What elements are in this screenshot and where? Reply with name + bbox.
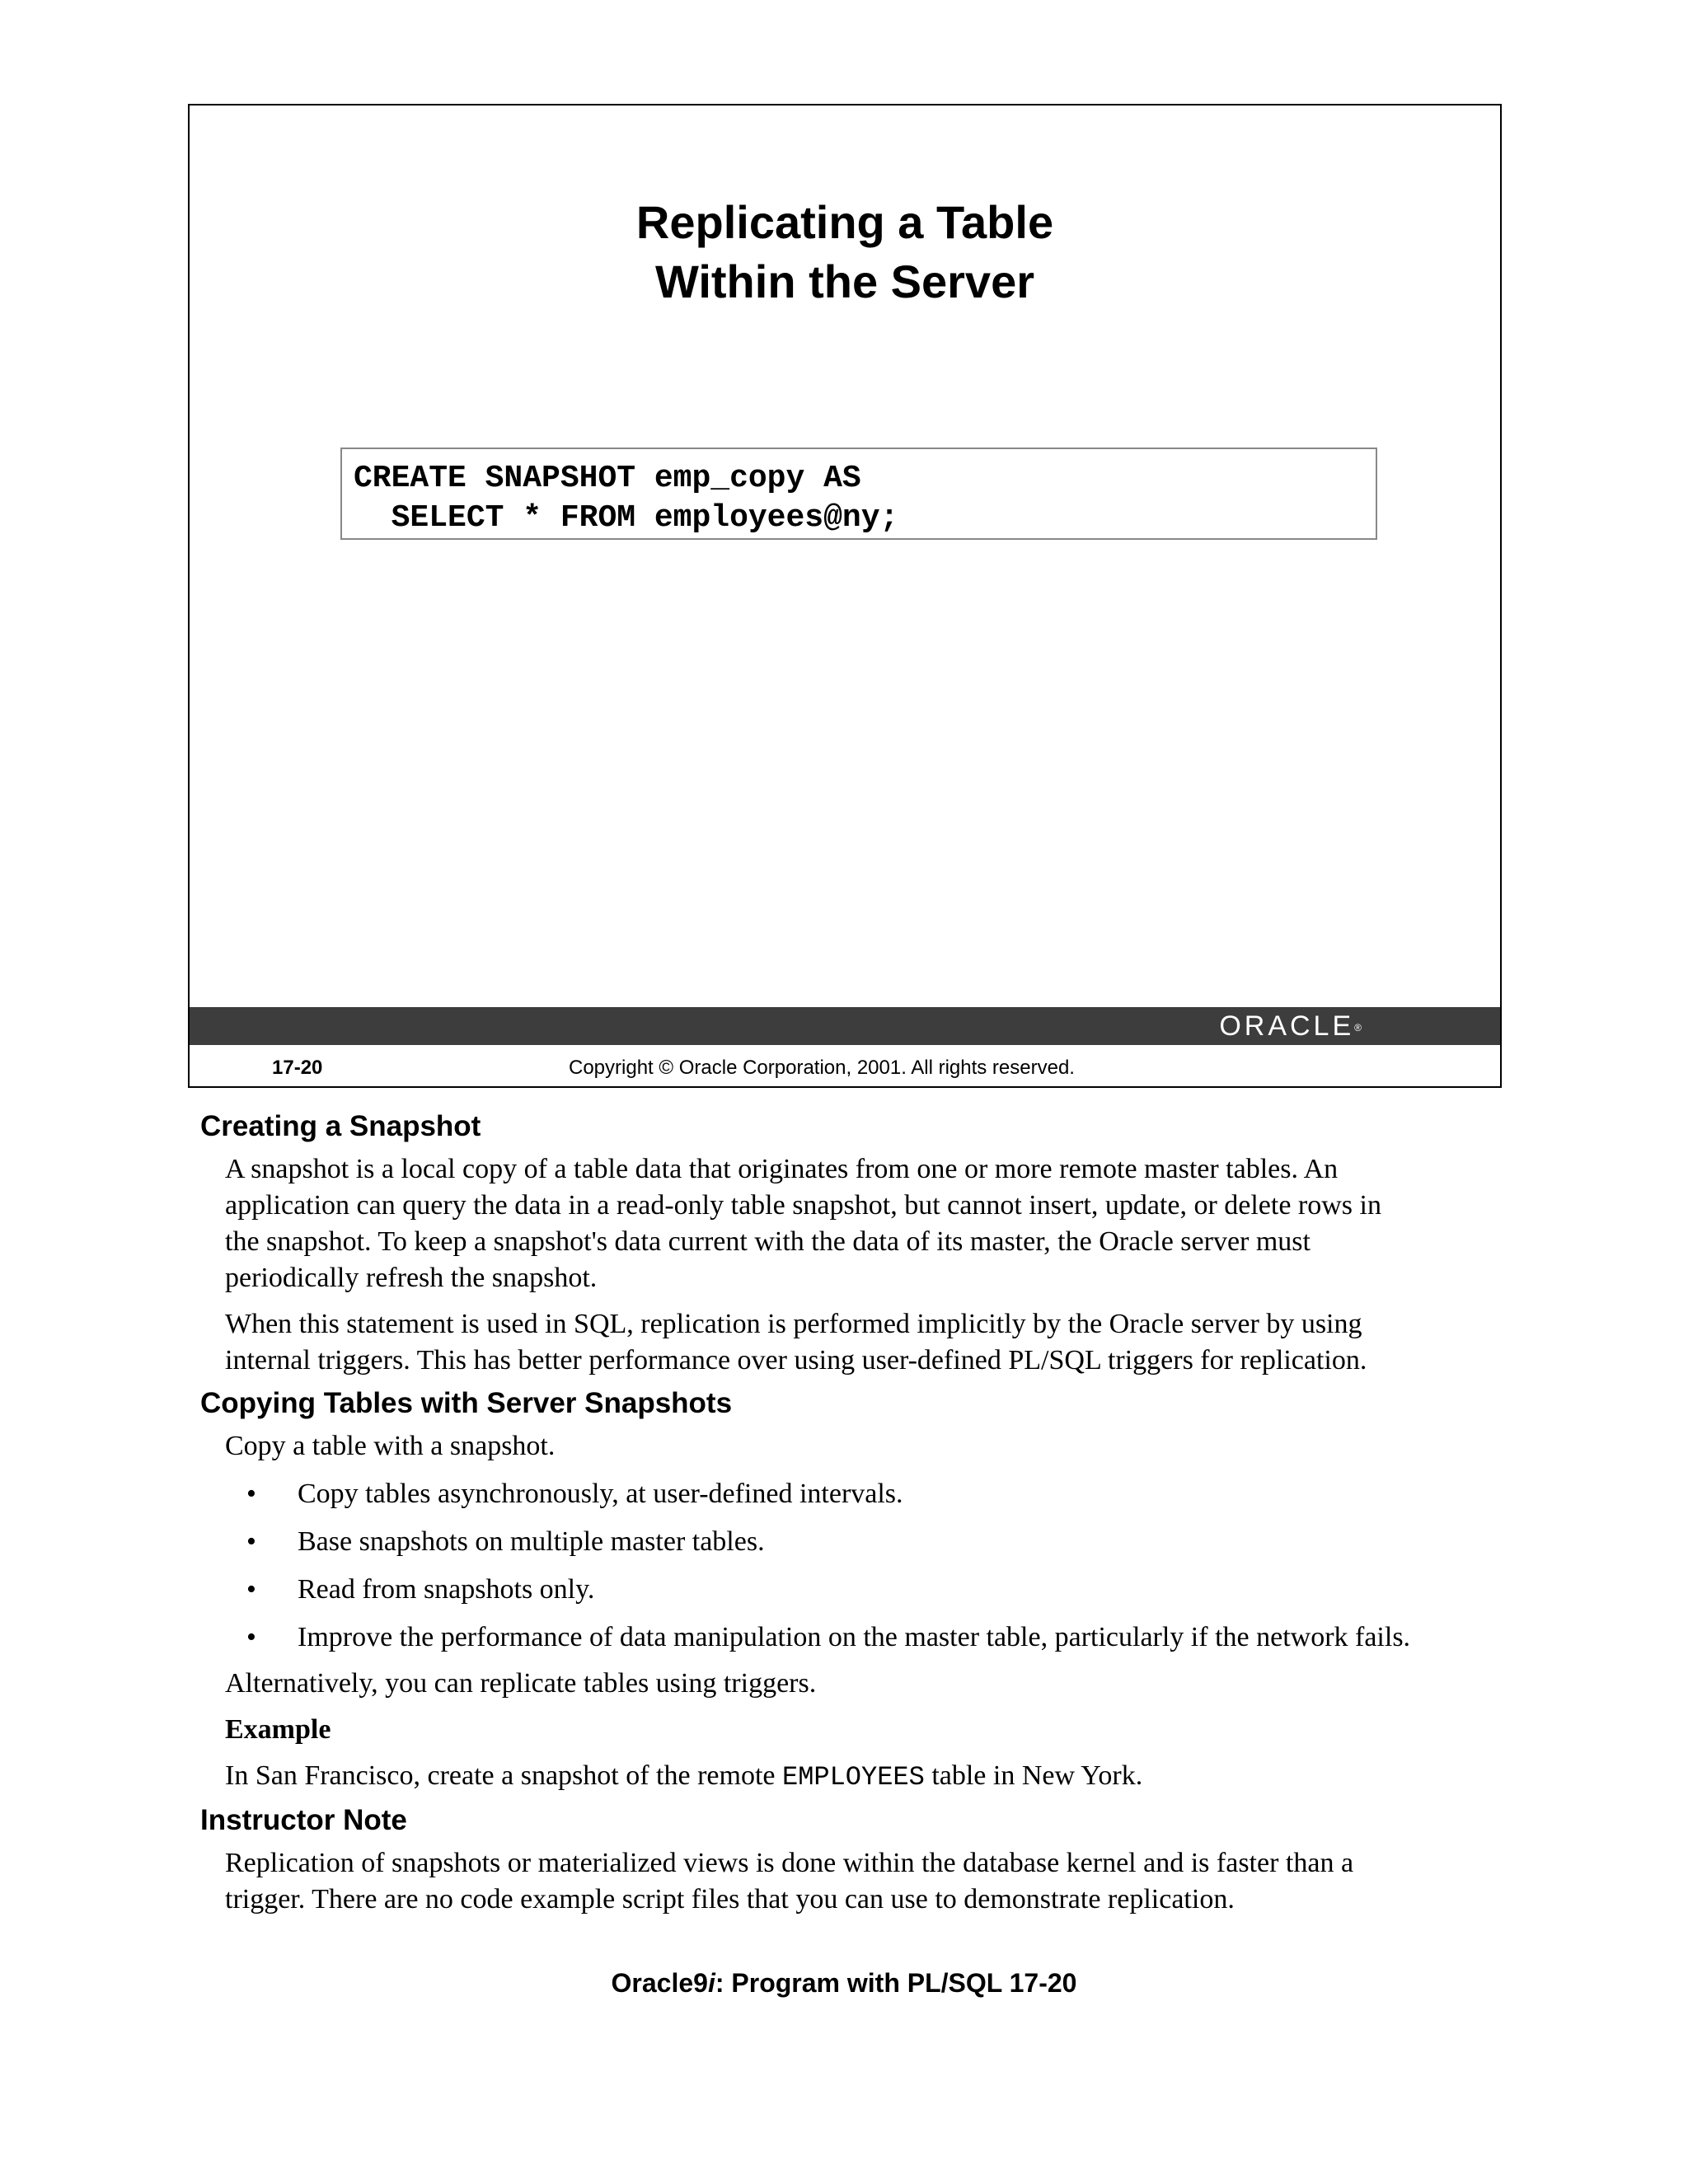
intro-text: Copy a table with a snapshot. xyxy=(225,1431,556,1461)
bullet-icon: • xyxy=(246,1574,256,1605)
copyright-notice: Copyright © Oracle Corporation, 2001. All rights reserved. xyxy=(569,1057,1075,1079)
list-item xyxy=(225,1476,1519,1512)
bullet-icon: • xyxy=(246,1622,256,1652)
example-text-pre: In San Francisco, create a snapshot of the remote xyxy=(225,1760,782,1791)
paragraph-line: the snapshot. To keep a snapshot's data current with the data of its master, the Oracle server must xyxy=(225,1226,1311,1257)
heading-copying-tables: Copying Tables with Server Snapshots xyxy=(200,1387,733,1419)
bullet-icon: • xyxy=(246,1479,256,1509)
paragraph-line: When this statement is used in SQL, replication is performed implicitly by the Oracle server by using xyxy=(225,1309,1362,1339)
heading-instructor-note: Instructor Note xyxy=(200,1804,407,1836)
footer-prefix: Oracle9 xyxy=(611,1968,708,1998)
list-item-text: Improve the performance of data manipulation on the master table, particularly if the network fails. xyxy=(298,1622,1411,1652)
heading-creating-snapshot: Creating a Snapshot xyxy=(200,1110,481,1142)
paragraph-line: internal triggers. This has better performance over using user-defined PL/SQL triggers for replication. xyxy=(225,1345,1367,1376)
paragraph-line: periodically refresh the snapshot. xyxy=(225,1263,598,1293)
example-code: EMPLOYEES xyxy=(781,1762,925,1793)
registered-mark: ® xyxy=(1354,1022,1362,1033)
slide-footer xyxy=(190,1045,1500,1088)
alternative-text: Alternatively, you can replicate tables using triggers. xyxy=(225,1668,817,1699)
paragraph-line: Replication of snapshots or materialized views is done within the database kernel and is faster than a xyxy=(225,1848,1354,1878)
oracle-logo-text: ORACLE xyxy=(1219,1010,1355,1042)
oracle-brand-bar xyxy=(190,1007,1500,1045)
page-footer xyxy=(0,1968,1688,1999)
example-text xyxy=(225,1758,1519,1796)
code-example-box xyxy=(340,448,1377,540)
slide-title-line2: Within the Server xyxy=(654,255,1035,307)
slide-number: 17-20 xyxy=(272,1057,323,1079)
notes-section xyxy=(200,1108,1519,1918)
footer-italic: i xyxy=(707,1968,715,1998)
list-item-text: Copy tables asynchronously, at user-defined intervals. xyxy=(298,1479,903,1509)
oracle-logo xyxy=(1219,1010,1362,1042)
code-line: SELECT * FROM employees@ny; xyxy=(354,500,899,536)
slide-frame xyxy=(188,104,1502,1088)
bullet-icon: • xyxy=(246,1526,256,1557)
example-text-post: table in New York. xyxy=(924,1760,1143,1791)
bullet-list xyxy=(225,1476,1519,1656)
paragraph-line: A snapshot is a local copy of a table data that originates from one or more remote master tables. An xyxy=(225,1154,1339,1184)
list-item xyxy=(225,1572,1519,1608)
paragraph-line: trigger. There are no code example script files that you can use to demonstrate replication. xyxy=(225,1884,1235,1915)
list-item xyxy=(225,1619,1519,1656)
slide-title-line1: Replicating a Table xyxy=(635,196,1054,248)
example-label: Example xyxy=(225,1714,331,1745)
paragraph-line: application can query the data in a read-only table snapshot, but cannot insert, update, or delete rows in xyxy=(225,1190,1381,1221)
list-item-text: Read from snapshots only. xyxy=(298,1574,595,1605)
list-item xyxy=(225,1524,1519,1560)
footer-suffix: : Program with PL/SQL 17-20 xyxy=(715,1968,1077,1998)
list-item-text: Base snapshots on multiple master tables. xyxy=(298,1526,765,1557)
code-line: CREATE SNAPSHOT emp_copy AS xyxy=(354,461,861,496)
